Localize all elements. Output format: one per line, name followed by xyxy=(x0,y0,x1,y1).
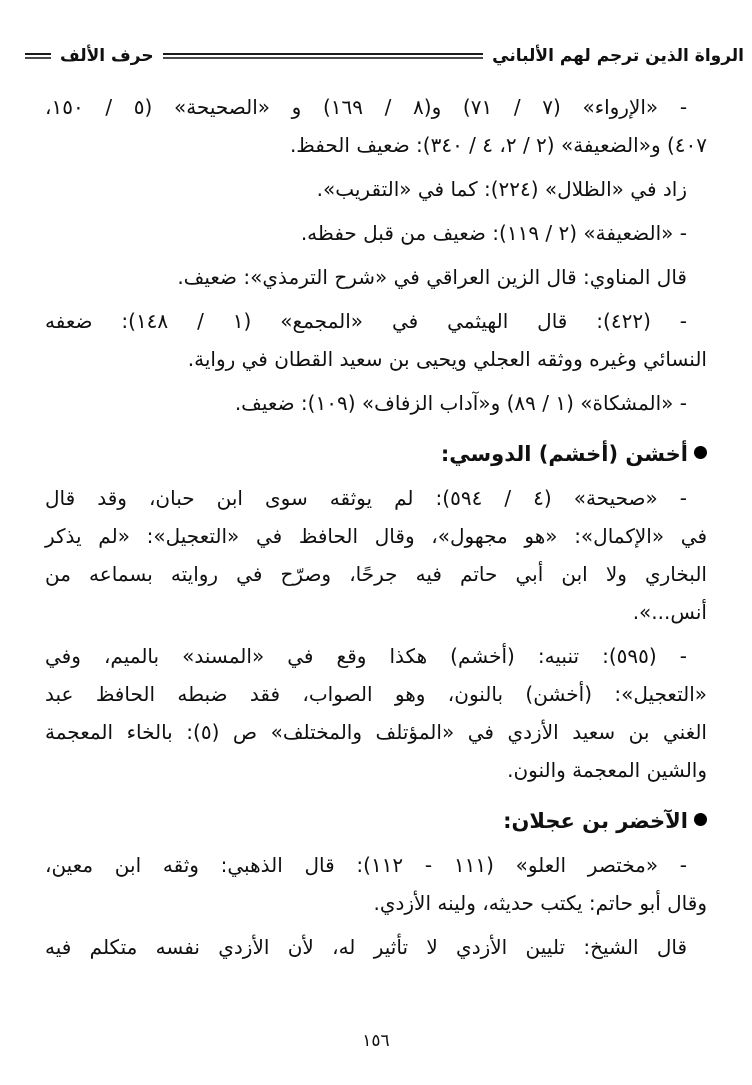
text-line: قال المناوي: قال الزين العراقي في «شرح الترمذي»: ضعيف. xyxy=(177,265,687,289)
text-line: زاد في «الظلال» (٢٢٤): كما في «التقريب». xyxy=(316,177,687,201)
double-rule-short xyxy=(25,53,51,59)
page-number: ١٥٦ xyxy=(362,1031,390,1051)
text-line: - «الضعيفة» (٢ / ١١٩): ضعيف من قبل حفظه. xyxy=(300,221,687,245)
bullet-icon xyxy=(694,446,707,459)
paragraph xyxy=(45,637,707,789)
paragraph xyxy=(45,88,707,164)
text-line: أنس...». xyxy=(632,600,707,624)
double-rule-long xyxy=(163,53,484,59)
paragraph xyxy=(45,928,707,966)
paragraph xyxy=(45,384,707,422)
text-line: - (٤٢٢): قال الهيثمي في «المجمع» (١ / ١٤٨): ضعفه xyxy=(45,309,687,333)
text-line: والشين المعجمة والنون. xyxy=(507,758,707,782)
page-body xyxy=(0,88,752,966)
text-line: - «الإرواء» (٧ / ٧١) و(٨ / ١٦٩) و «الصحيحة» (٥ / ١٥٠، xyxy=(45,95,688,119)
paragraph xyxy=(45,214,707,252)
text-line: - «صحيحة» (٤ / ٥٩٤): لم يوثقه سوى ابن حبان، وقد قال xyxy=(45,486,687,510)
entry-heading-text: الآخضر بن عجلان: xyxy=(503,809,688,833)
text-line: «التعجيل»: (أخشن) بالنون، وهو الصواب، فقد ضبطه الحافظ عبد xyxy=(45,682,707,706)
text-line: - «مختصر العلو» (١١١ - ١١٢): قال الذهبي: وثقه ابن معين، xyxy=(45,853,687,877)
text-line: في «الإكمال»: «هو مجهول»، وقال الحافظ في «التعجيل»: «لم يذكر xyxy=(45,524,707,548)
text-line: - «المشكاة» (١ / ٨٩) و«آداب الزفاف» (١٠٩): ضعيف. xyxy=(234,391,687,415)
text-line: الغني بن سعيد الأزدي في «المؤتلف والمختلف» ص (٥): بالخاء المعجمة xyxy=(45,720,707,744)
entry-heading xyxy=(45,801,707,841)
paragraph xyxy=(45,170,707,208)
paragraph xyxy=(45,258,707,296)
paragraph xyxy=(45,479,707,631)
text-line: قال الشيخ: تليين الأزدي لا تأثير له، لأن الأزدي نفسه متكلم فيه xyxy=(45,935,687,959)
text-line: - (٥٩٥): تنبيه: (أخشم) هكذا وقع في «المسند» بالميم، وفي xyxy=(45,644,687,668)
running-head-title: الرواة الذين ترجم لهم الألباني xyxy=(492,46,744,66)
paragraph xyxy=(45,846,707,922)
text-line: النسائي وغيره ووثقه العجلي ويحيى بن سعيد القطان في رواية. xyxy=(187,347,707,371)
entry-heading xyxy=(45,434,707,474)
running-head xyxy=(0,0,752,66)
running-head-section: حرف الألف xyxy=(60,46,154,66)
bullet-icon xyxy=(694,813,707,826)
paragraph xyxy=(45,302,707,378)
text-line: وقال أبو حاتم: يكتب حديثه، ولينه الأزدي. xyxy=(373,891,707,915)
entry-heading-text: أخشن (أخشم) الدوسي: xyxy=(440,442,688,466)
text-line: البخاري ولا ابن أبي حاتم فيه جرحًا، وصرّح في روايته بسماعه من xyxy=(45,562,707,586)
text-line: ٤٠٧) و«الضعيفة» (٢ / ٢، ٤ / ٣٤٠): ضعيف الحفظ. xyxy=(289,133,707,157)
